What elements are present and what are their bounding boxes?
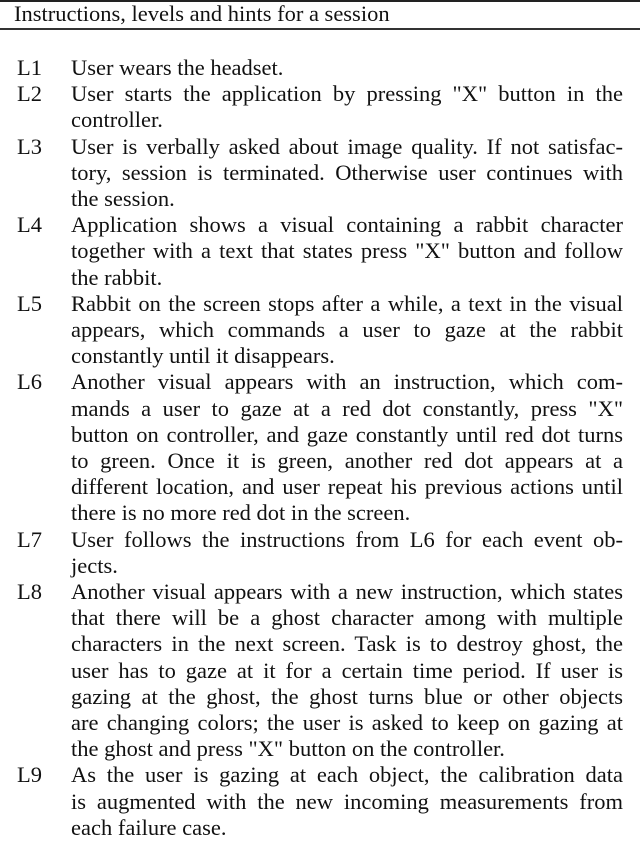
table-row bbox=[0, 291, 640, 370]
level-label: L5 bbox=[17, 290, 42, 316]
description-line: together with a text that states press "X" button and follow bbox=[71, 238, 623, 264]
level-label: L3 bbox=[17, 133, 42, 159]
table-row bbox=[0, 55, 640, 81]
level-description bbox=[71, 212, 623, 291]
description-line: User wears the headset. bbox=[71, 55, 284, 80]
level-description bbox=[71, 55, 623, 81]
level-description bbox=[71, 81, 623, 133]
description-line: constantly until it disappears. bbox=[71, 343, 335, 369]
description-line: button on controller, and gaze constantly until red dot turns bbox=[71, 421, 623, 447]
description-line: Application shows a visual containing a rabbit character bbox=[71, 212, 623, 238]
level-description bbox=[71, 369, 623, 526]
description-line: the rabbit. bbox=[71, 264, 163, 290]
level-label: L9 bbox=[17, 762, 42, 788]
description-line: User follows the instructions from L6 for each event ob- bbox=[71, 526, 623, 552]
description-line: Rabbit on the screen stops after a while, a text in the visual bbox=[71, 290, 623, 316]
description-line: gazing at the ghost, the ghost turns blue or other objects bbox=[71, 683, 623, 709]
header-rule bbox=[0, 28, 640, 30]
description-line: user has to gaze at it for a certain time period. If user is bbox=[71, 657, 623, 683]
description-line: is augmented with the new incoming measurements from bbox=[71, 788, 623, 814]
description-line: appears, which commands a user to gaze at the rabbit bbox=[71, 317, 623, 343]
level-label: L8 bbox=[17, 579, 42, 605]
description-line: Another visual appears with a new instruction, which states bbox=[71, 579, 623, 605]
description-line: characters in the next screen. Task is to destroy ghost, the bbox=[71, 631, 623, 657]
table-row bbox=[0, 81, 640, 133]
table-row bbox=[0, 369, 640, 526]
level-description bbox=[71, 762, 623, 841]
table-row bbox=[0, 134, 640, 213]
level-description bbox=[71, 291, 623, 370]
table-row bbox=[0, 527, 640, 579]
description-line: controller. bbox=[71, 107, 163, 133]
level-description bbox=[71, 527, 623, 579]
table-row bbox=[0, 212, 640, 291]
level-label: L7 bbox=[17, 526, 42, 552]
table-row bbox=[0, 579, 640, 762]
description-line: the ghost and press "X" button on the controller. bbox=[71, 736, 505, 762]
description-line: to green. Once it is green, another red dot appears at a bbox=[71, 448, 623, 474]
description-line: different location, and user repeat his previous actions until bbox=[71, 474, 623, 500]
table-caption: Instructions, levels and hints for a session bbox=[14, 1, 390, 26]
description-line: User starts the application by pressing "X" button in the bbox=[71, 81, 623, 107]
description-line: each failure case. bbox=[71, 814, 227, 840]
description-line: are changing colors; the user is asked to keep on gazing at bbox=[71, 710, 623, 736]
level-label: L4 bbox=[17, 212, 42, 238]
level-description bbox=[71, 579, 623, 762]
description-line: jects. bbox=[71, 552, 118, 578]
description-line: As the user is gazing at each object, the calibration data bbox=[71, 762, 623, 788]
description-line: the session. bbox=[71, 186, 175, 212]
description-line: User is verbally asked about image quality. If not satisfac- bbox=[71, 133, 623, 159]
description-line: Another visual appears with an instruction, which com- bbox=[71, 369, 623, 395]
table-row bbox=[0, 762, 640, 841]
description-line: that there will be a ghost character among with multiple bbox=[71, 605, 623, 631]
level-label: L2 bbox=[17, 81, 42, 107]
table-body bbox=[0, 55, 640, 841]
level-description bbox=[71, 134, 623, 213]
description-line: there is no more red dot in the screen. bbox=[71, 500, 411, 526]
level-label: L1 bbox=[17, 55, 42, 80]
level-label: L6 bbox=[17, 369, 42, 395]
description-line: tory, session is terminated. Otherwise user continues with bbox=[71, 159, 623, 185]
description-line: mands a user to gaze at a red dot constantly, press "X" bbox=[71, 395, 623, 421]
